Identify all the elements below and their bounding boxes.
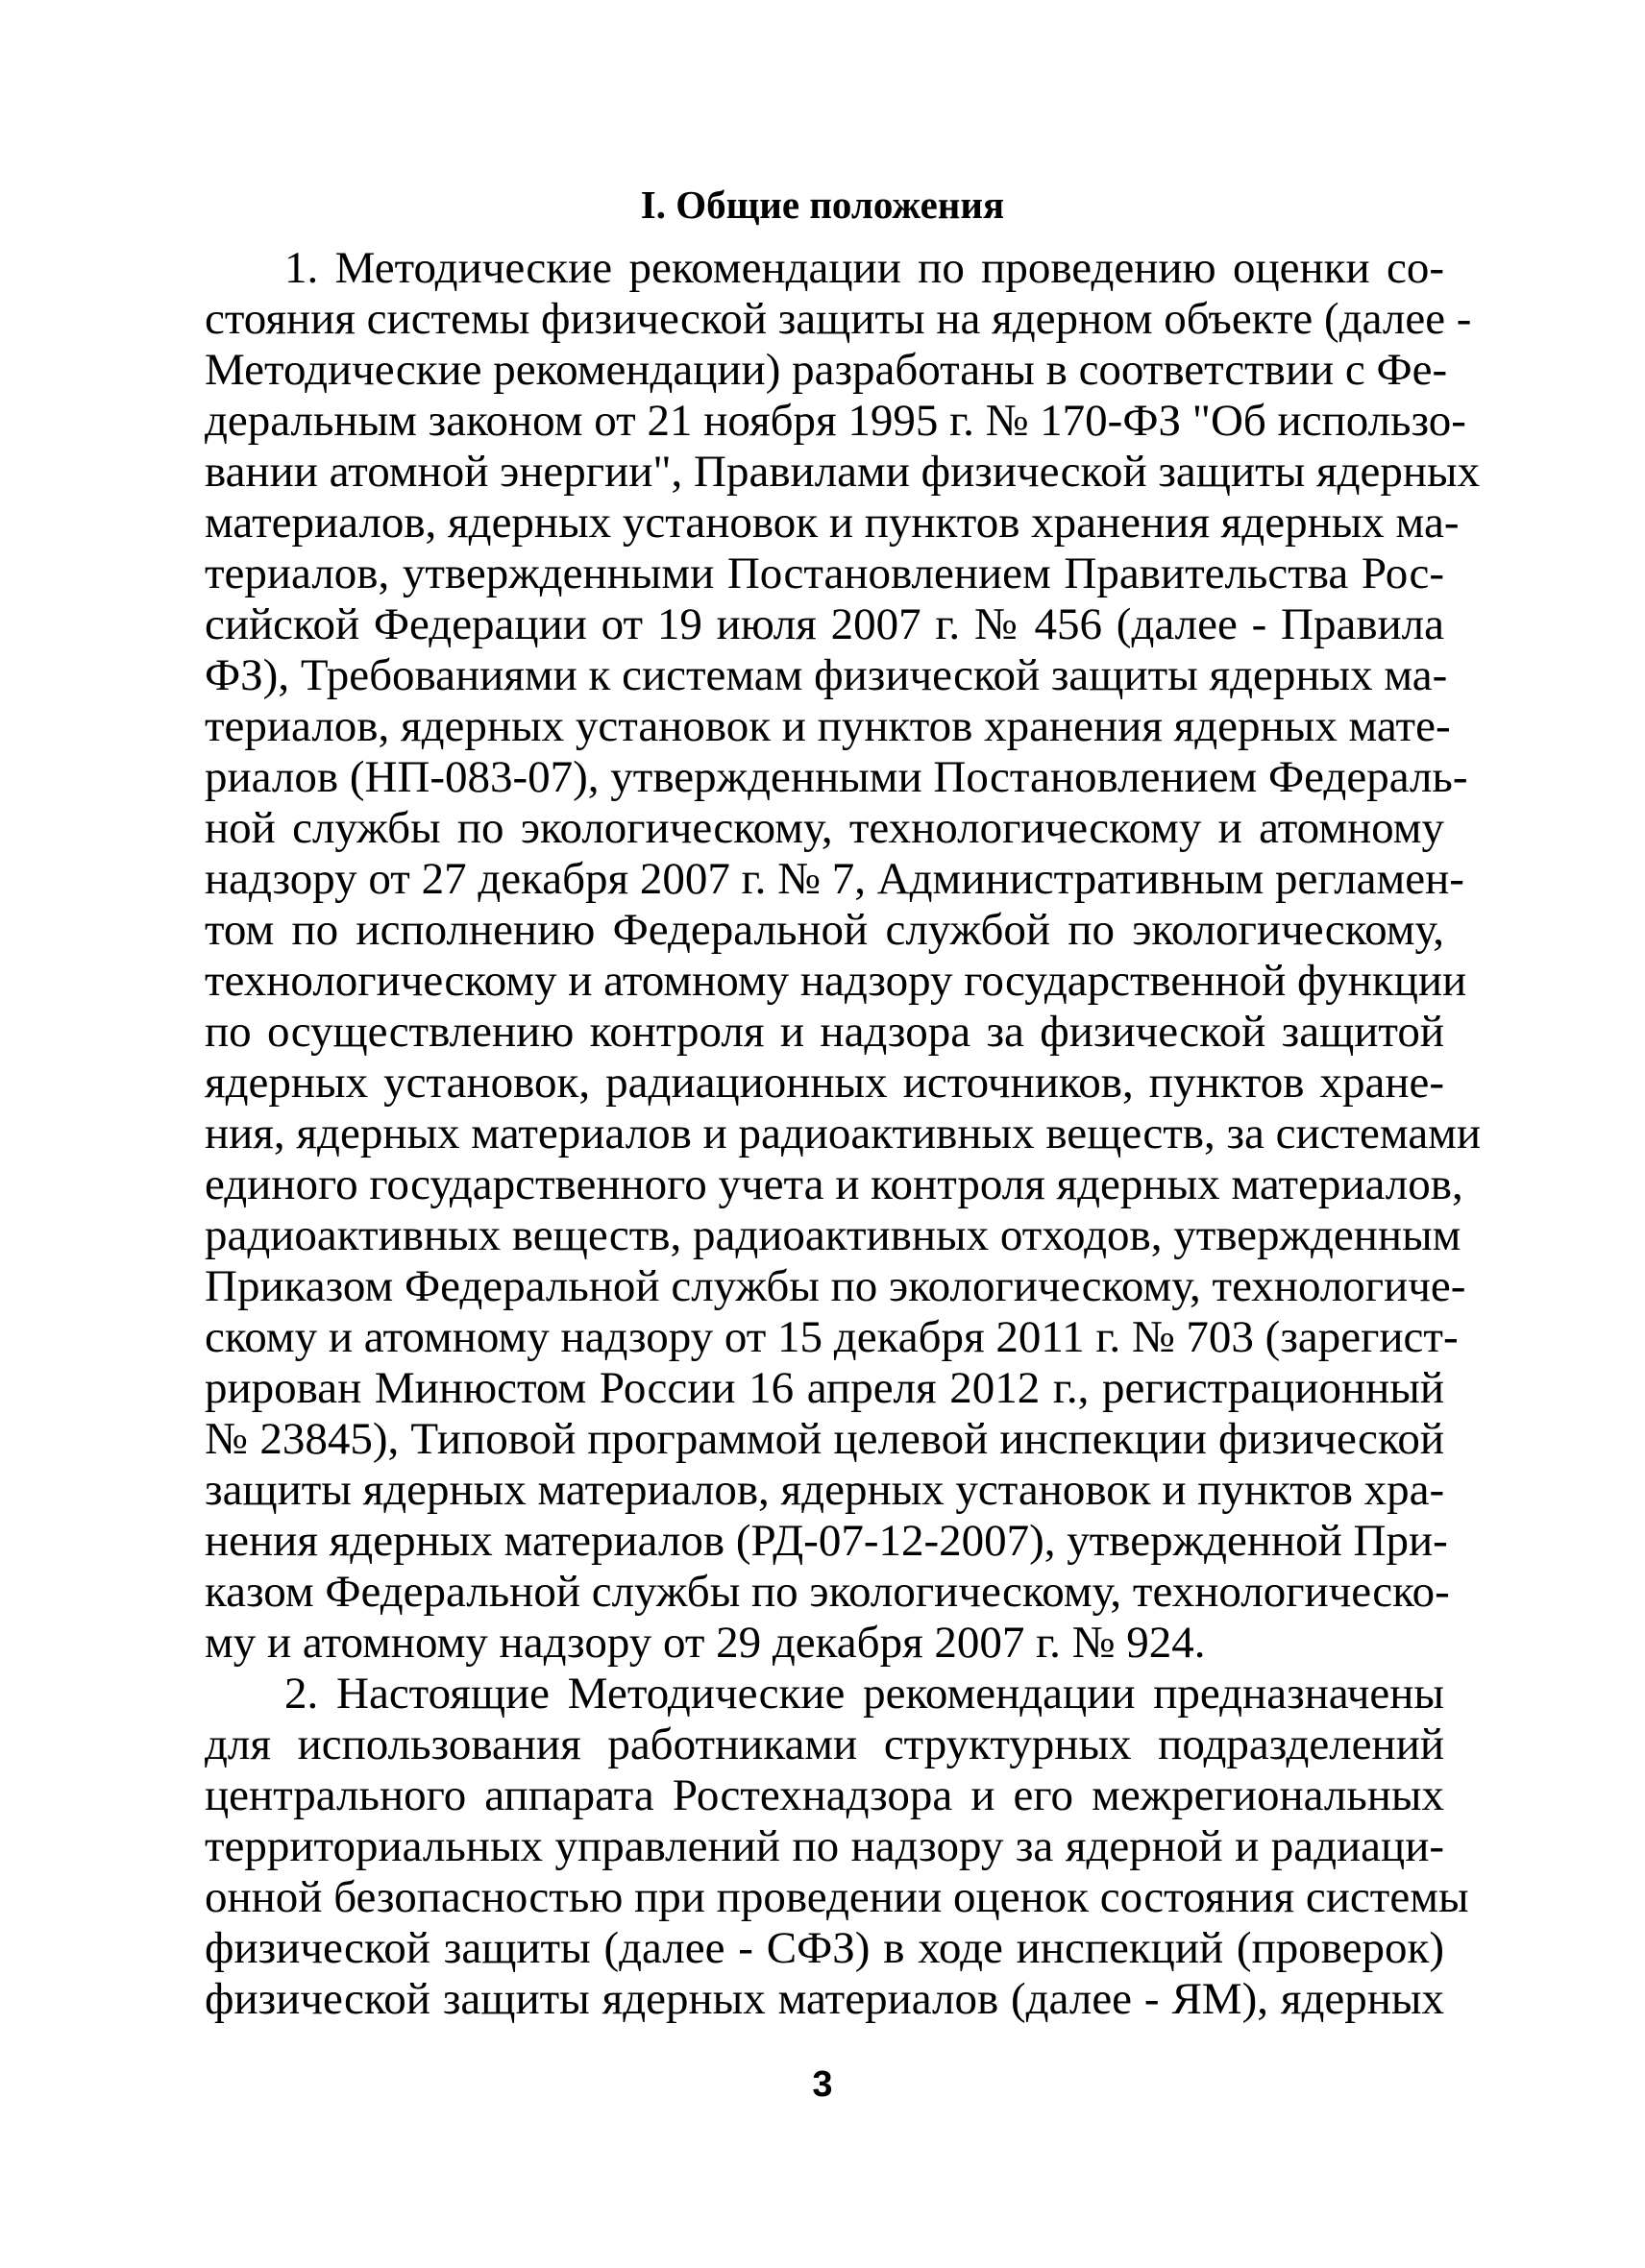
- text-line: Методические рекомендации) разработаны в соответствии с Фе-: [205, 345, 1448, 395]
- paragraph-1: [205, 243, 1482, 1669]
- document-body: [205, 243, 1482, 2025]
- text-line: териалов, утвержденными Постановлением Правительства Рос-: [205, 549, 1444, 598]
- text-line: 1. Методические рекомендации по проведению оценки со-: [284, 243, 1444, 293]
- text-line: № 23845), Типовой программой целевой инспекции физической: [205, 1414, 1444, 1464]
- text-line: рирован Минюстом России 16 апреля 2012 г., регистрационный: [205, 1363, 1444, 1413]
- text-line: радиоактивных веществ, радиоактивных отходов, утвержденным: [205, 1210, 1461, 1260]
- text-line: 2. Настоящие Методические рекомендации предназначены: [284, 1669, 1444, 1719]
- text-line: территориальных управлений по надзору за ядерной и радиаци-: [205, 1821, 1444, 1871]
- text-line: защиты ядерных материалов, ядерных установок и пунктов хра-: [205, 1465, 1445, 1515]
- text-line: материалов, ядерных установок и пунктов хранения ядерных ма-: [205, 498, 1460, 548]
- page-number: 3: [812, 2064, 833, 2105]
- text-line: Приказом Федеральной службы по экологическому, технологиче-: [205, 1261, 1466, 1311]
- text-line: сийской Федерации от 19 июля 2007 г. № 456 (далее - Правила: [205, 599, 1444, 649]
- text-line: деральным законом от 21 ноября 1995 г. № 170-ФЗ "Об использо-: [205, 396, 1466, 446]
- text-line: по осуществлению контроля и надзора за физической защитой: [205, 1007, 1444, 1057]
- text-line: ФЗ), Требованиями к системам физической защиты ядерных ма-: [205, 650, 1448, 700]
- text-line: ной службы по экологическому, технологическому и атомному: [205, 803, 1444, 853]
- text-line: скому и атомному надзору от 15 декабря 2011 г. № 703 (зарегист-: [205, 1312, 1459, 1362]
- text-line: ния, ядерных материалов и радиоактивных веществ, за системами: [205, 1109, 1482, 1158]
- text-line: риалов (НП-083-07), утвержденными Постановлением Федераль-: [205, 752, 1468, 802]
- text-line: казом Федеральной службы по экологическому, технологическо-: [205, 1567, 1450, 1617]
- section-heading: I. Общие положения: [640, 183, 1005, 227]
- text-line: центрального аппарата Ростехнадзора и его межрегиональных: [205, 1770, 1444, 1820]
- paragraph-2: [205, 1669, 1469, 2025]
- text-line: онной безопасностью при проведении оценок состояния системы: [205, 1872, 1469, 1922]
- text-line: том по исполнению Федеральной службой по экологическому,: [205, 905, 1444, 955]
- text-line: нения ядерных материалов (РД-07-12-2007), утвержденной При-: [205, 1516, 1448, 1566]
- text-line: надзору от 27 декабря 2007 г. № 7, Административным регламен-: [205, 854, 1464, 904]
- text-line: му и атомному надзору от 29 декабря 2007 г. № 924.: [205, 1618, 1206, 1668]
- text-line: физической защиты (далее - СФЗ) в ходе инспекций (проверок): [205, 1923, 1444, 1973]
- text-line: физической защиты ядерных материалов (далее - ЯМ), ядерных: [205, 1974, 1444, 2024]
- text-line: единого государственного учета и контроля ядерных материалов,: [205, 1159, 1463, 1209]
- text-line: териалов, ядерных установок и пунктов хранения ядерных мате-: [205, 701, 1451, 751]
- text-line: технологическому и атомному надзору государственной функции: [205, 956, 1467, 1006]
- text-line: стояния системы физической защиты на ядерном объекте (далее -: [205, 294, 1472, 344]
- text-line: вании атомной энергии", Правилами физической защиты ядерных: [205, 447, 1481, 497]
- text-line: ядерных установок, радиационных источников, пунктов хране-: [205, 1058, 1444, 1108]
- text-line: для использования работниками структурных подразделений: [205, 1719, 1444, 1769]
